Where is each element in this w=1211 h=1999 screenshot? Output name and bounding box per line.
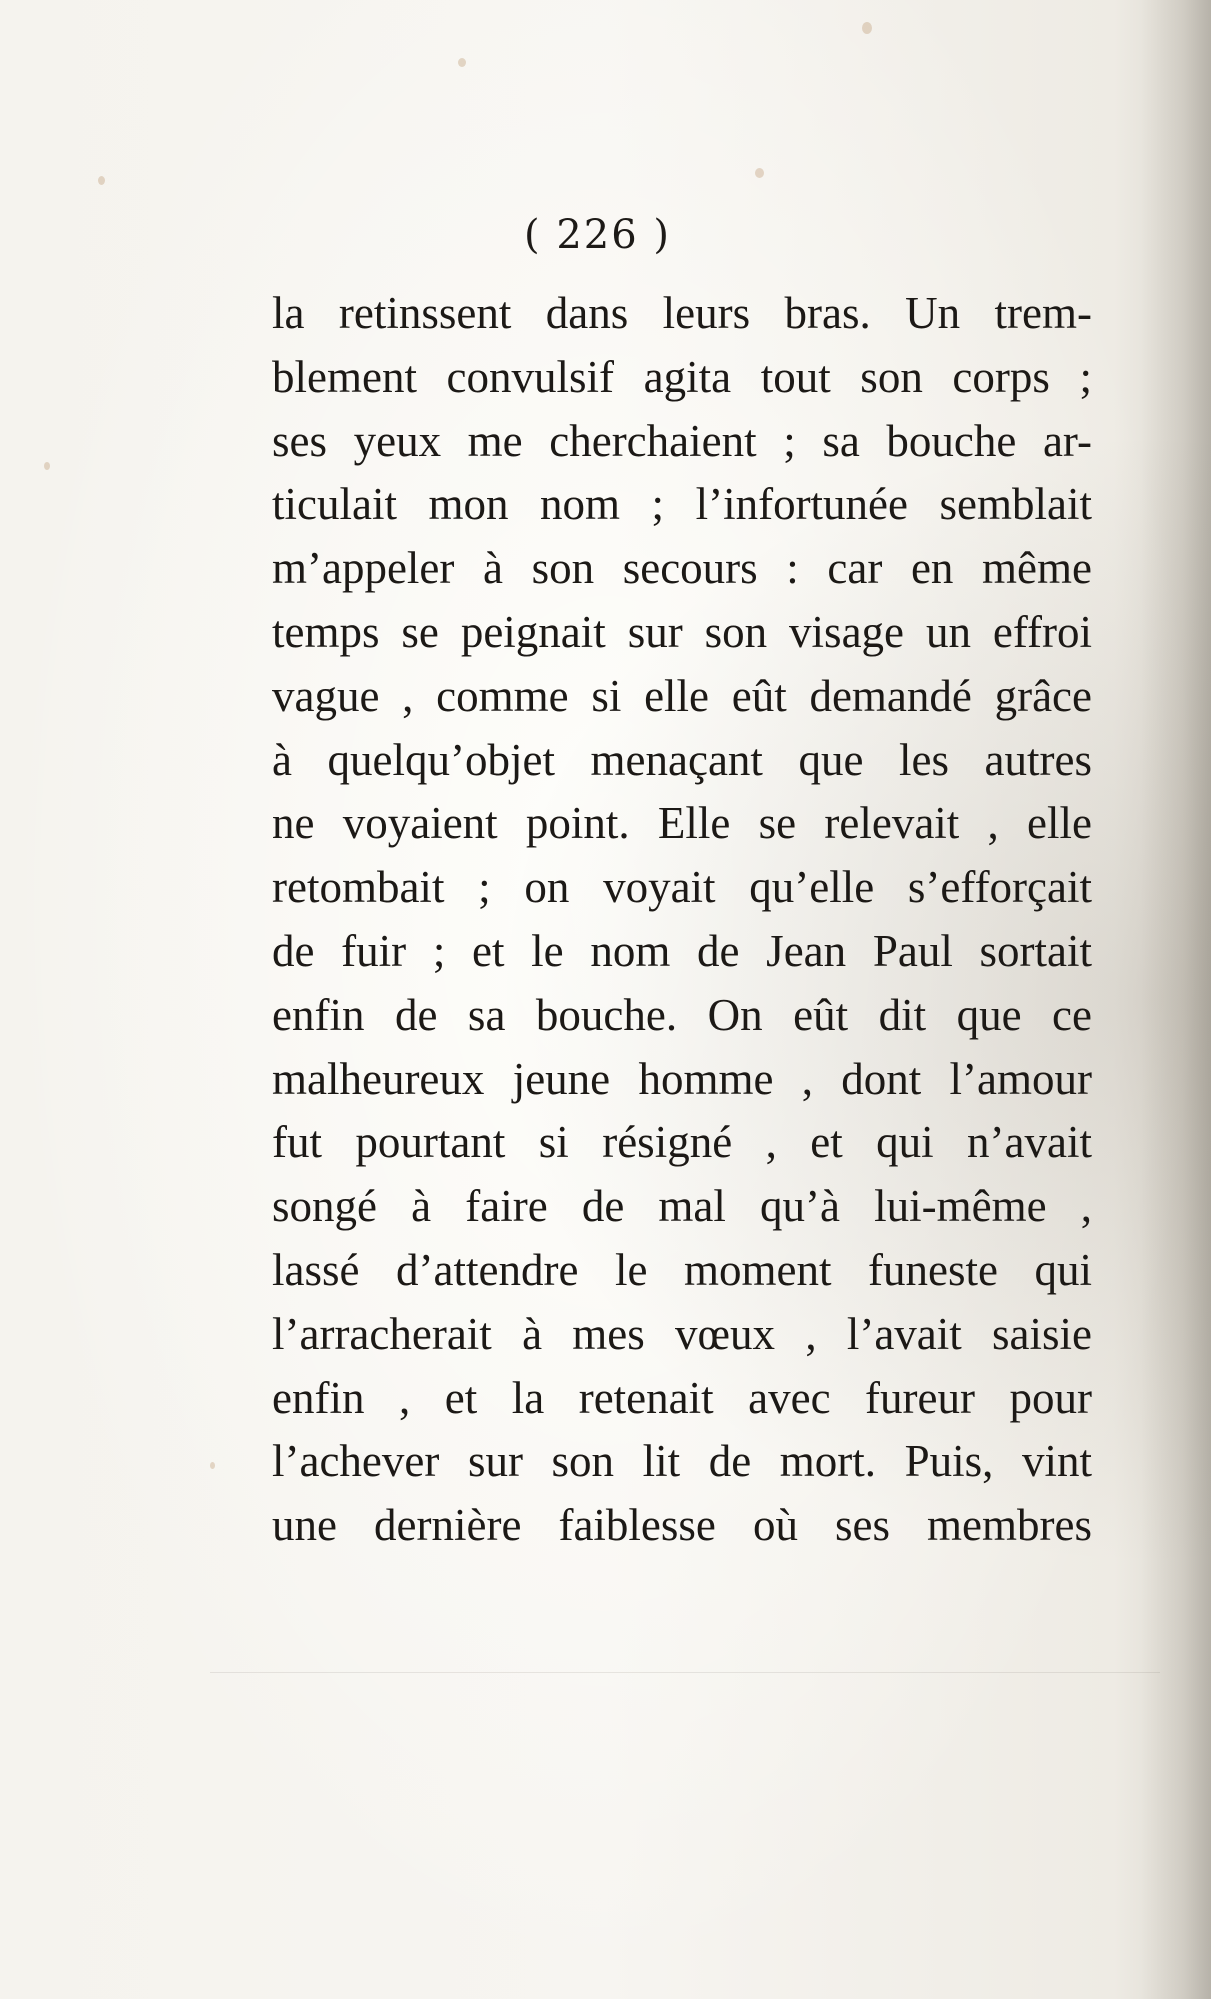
text-line: malheureux jeune homme , dont l’amour [272, 1053, 1092, 1104]
foxing-spot [755, 168, 764, 178]
foxing-spot [210, 1462, 215, 1469]
text-line: songé à faire de mal qu’à lui-même , [272, 1181, 1092, 1232]
foxing-spot [98, 176, 105, 185]
foxing-spot [44, 462, 50, 470]
text-line: fut pourtant si résigné , et qui n’avait [272, 1117, 1092, 1168]
text-line: retombait ; on voyait qu’elle s’efforçait [272, 862, 1092, 913]
text-line: vague , comme si elle eût demandé grâce [272, 670, 1092, 721]
text-line: blement convulsif agita tout son corps ; [272, 351, 1092, 402]
text-line: enfin de sa bouche. On eût dit que ce [272, 989, 1092, 1040]
text-line: lassé d’attendre le moment funeste qui [272, 1244, 1092, 1295]
body-text [272, 282, 1092, 1558]
text-line: ticulait mon nom ; l’infortunée semblait [272, 479, 1092, 530]
foxing-spot [458, 58, 466, 67]
text-line: l’arracherait à mes vœux , l’avait saisie [272, 1308, 1092, 1359]
text-line: de fuir ; et le nom de Jean Paul sortait [272, 925, 1092, 976]
text-line: ses yeux me cherchaient ; sa bouche ar- [272, 415, 1092, 466]
gutter-shadow [1141, 0, 1211, 1999]
page-number: ( 226 ) [524, 212, 671, 258]
foxing-spot [862, 22, 872, 34]
text-line: m’appeler à son secours : car en même [272, 543, 1092, 594]
text-line: temps se peignait sur son visage un effroi [272, 606, 1092, 657]
text-line: ne voyaient point. Elle se relevait , elle [272, 798, 1092, 849]
text-line: la retinssent dans leurs bras. Un trem- [272, 288, 1092, 338]
show-through-rule [210, 1672, 1160, 1673]
text-line: enfin , et la retenait avec fureur pour [272, 1372, 1092, 1423]
text-line: une dernière faiblesse où ses membres [272, 1500, 1092, 1551]
text-line: l’achever sur son lit de mort. Puis, vint [272, 1436, 1092, 1487]
text-line: à quelqu’objet menaçant que les autres [272, 734, 1092, 785]
